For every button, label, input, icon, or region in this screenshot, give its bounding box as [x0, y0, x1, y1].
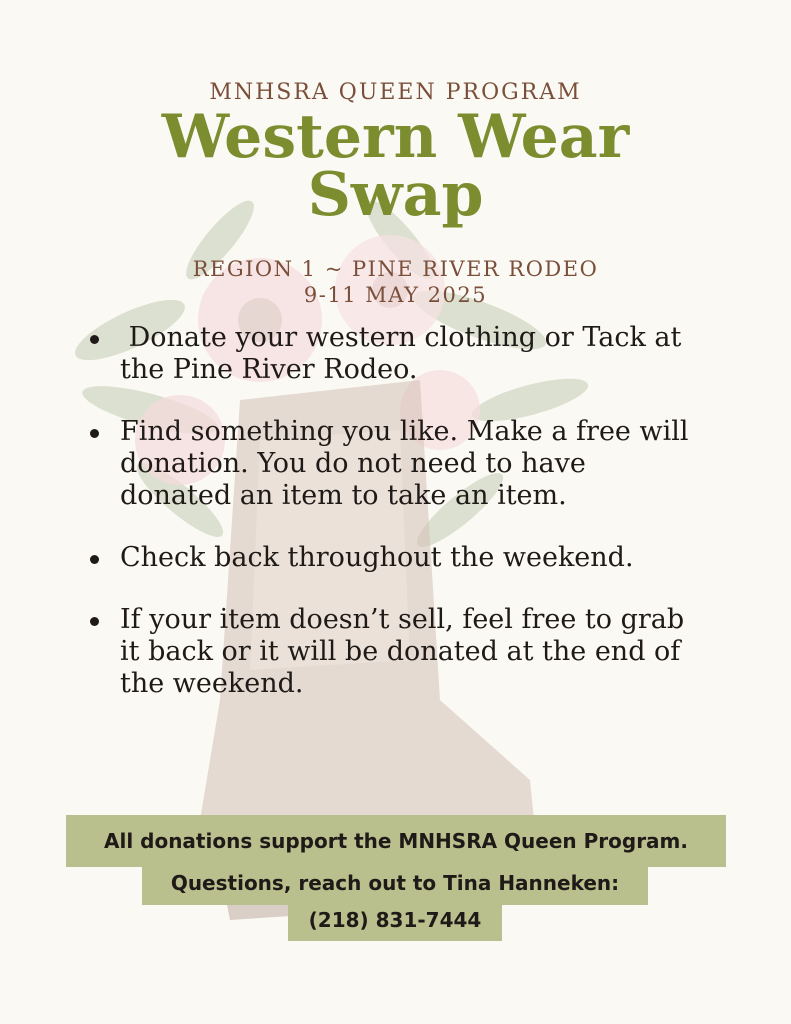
list-item: [90, 604, 690, 700]
program-name: MNHSRA QUEEN PROGRAM: [209, 80, 582, 105]
title-line-1: Western Wear: [161, 102, 630, 172]
event-location: REGION 1 ~ PINE RIVER RODEO: [192, 257, 599, 281]
list-item-text: Check back throughout the weekend.: [120, 542, 634, 573]
list-item: [90, 542, 690, 574]
contact-banner: Questions, reach out to Tina Hanneken:: [142, 865, 648, 905]
info-list: [90, 322, 690, 730]
title-line-2: Swap: [307, 160, 484, 230]
support-banner: All donations support the MNHSRA Queen Program.: [66, 815, 726, 867]
bullet-icon: [90, 429, 99, 438]
phone-number: (218) 831-7444: [288, 903, 502, 941]
list-item-text: Find something you like. Make a free will donation. You do not need to have donated an item to take an item.: [120, 416, 689, 511]
event-date: 9-11 MAY 2025: [303, 283, 488, 307]
event-info: [0, 256, 791, 308]
bullet-icon: [90, 555, 99, 564]
bullet-icon: [90, 617, 99, 626]
list-item: [90, 416, 690, 512]
list-item-text: Donate your western clothing or Tack at the Pine River Rodeo.: [120, 322, 690, 385]
page-title: [0, 102, 791, 230]
list-item: [90, 322, 690, 386]
bullet-icon: [90, 335, 99, 344]
list-item-text: If your item doesn’t sell, feel free to grab it back or it will be donated at the end of the weekend.: [120, 604, 685, 699]
